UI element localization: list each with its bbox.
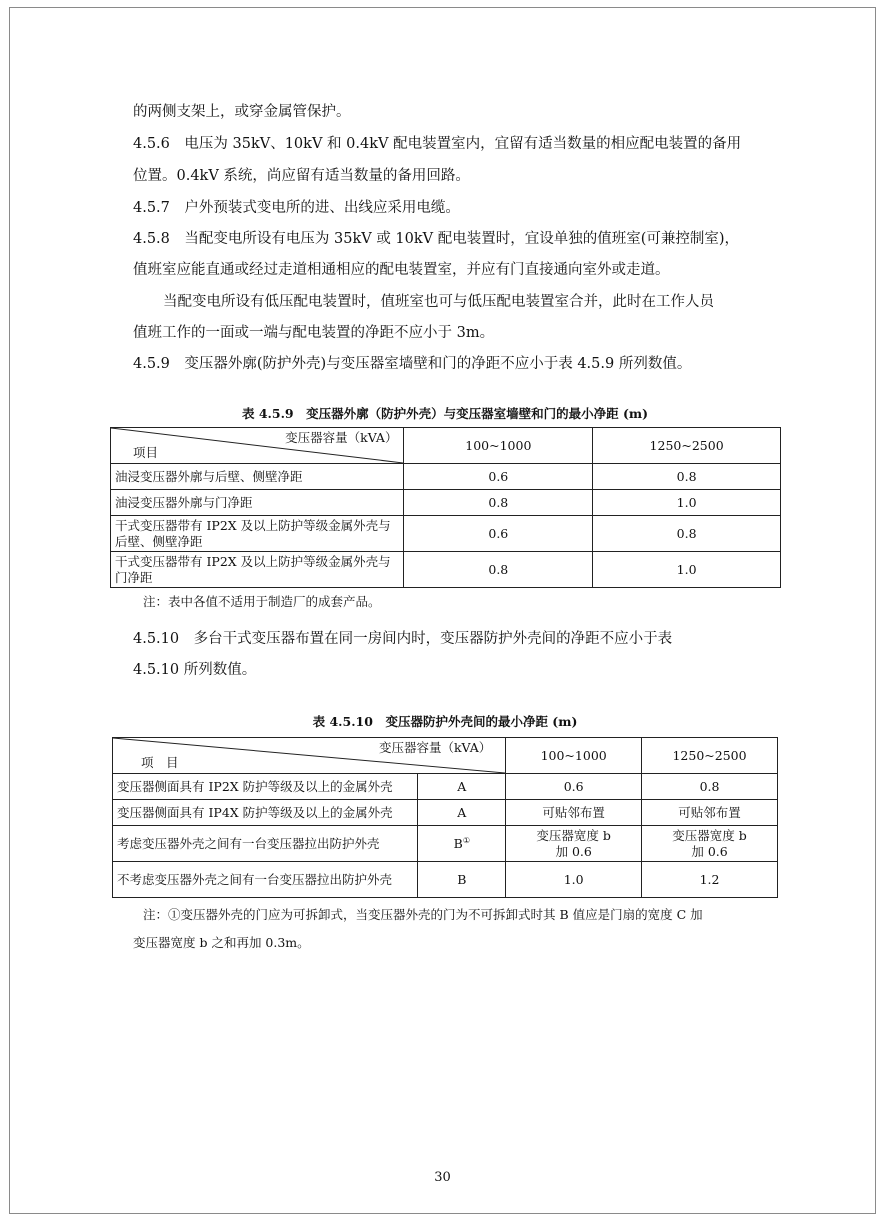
cell-value: 0.6 [404,464,593,490]
table-row [113,800,778,826]
table-row [111,552,781,588]
cell-value: 0.6 [506,774,642,800]
table-4-5-10-note: 注：①变压器外壳的门应为可拆卸式，当变压器外壳的门为不可拆卸式时其 B 值应是门扇的宽度 C 加 [143,907,703,922]
table-row [111,516,781,552]
footnote-marker: ① [462,835,470,845]
cell-value: 0.8 [404,490,593,516]
cell-value: 0.8 [593,464,781,490]
column-header: 1250~2500 [593,428,781,464]
row-code: B [418,862,506,898]
header-capacity-label: 变压器容量（kVA） [285,430,398,445]
row-code-letter: B [453,835,463,851]
cell-value: 可贴邻布置 [642,800,778,826]
cell-value: 1.0 [506,862,642,898]
row-item: 干式变压器带有 IP2X 及以上防护等级金属外壳与门净距 [111,552,404,588]
page-border [9,7,876,1214]
cell-value: 0.6 [404,516,593,552]
header-item-label: 项 目 [141,755,179,771]
table-row [111,490,781,516]
row-item: 变压器侧面具有 IP4X 防护等级及以上的金属外壳 [113,800,418,826]
cell-value: 可贴邻布置 [506,800,642,826]
clause-4-5-6: 4.5.6 电压为 35kV、10kV 和 0.4kV 配电装置室内，宜留有适当数量的相应配电装置的备用 [133,136,742,152]
cell-value: 1.0 [593,490,781,516]
column-header: 100~1000 [404,428,593,464]
table-4-5-10-caption: 表 4.5.10 变压器防护外壳间的最小净距 (m) [312,714,578,729]
clause-4-5-9: 4.5.9 变压器外廓(防护外壳)与变压器室墙壁和门的净距不应小于表 4.5.9 所列数值。 [133,356,692,372]
page-number: 30 [434,1170,451,1185]
clause-4-5-10: 4.5.10 多台干式变压器布置在同一房间内时，变压器防护外壳间的净距不应小于表 [133,631,673,647]
table-4-5-10-note-cont: 变压器宽度 b 之和再加 0.3m。 [133,935,310,950]
column-header: 100~1000 [506,738,642,774]
row-item: 干式变压器带有 IP2X 及以上防护等级金属外壳与后壁、侧壁净距 [111,516,404,552]
table-row [113,826,778,862]
paragraph-line: 的两侧支架上，或穿金属管保护。 [133,104,351,120]
cell-value: 变压器宽度 b 加 0.6 [642,826,778,862]
clause-4-5-8: 4.5.8 当配变电所设有电压为 35kV 或 10kV 配电装置时，宜设单独的值班室(可兼控制室)， [133,231,740,247]
diagonal-header-cell [113,738,506,774]
row-item: 油浸变压器外廓与后壁、侧壁净距 [111,464,404,490]
row-code [418,826,506,862]
paragraph-line: 当配变电所设有低压配电装置时，值班室也可与低压配电装置室合并，此时在工作人员 [163,294,714,310]
clause-4-5-7: 4.5.7 户外预装式变电所的进、出线应采用电缆。 [133,200,460,216]
row-item: 变压器侧面具有 IP2X 防护等级及以上的金属外壳 [113,774,418,800]
table-4-5-9-note: 注：表中各值不适用于制造厂的成套产品。 [143,594,381,609]
cell-value: 0.8 [642,774,778,800]
cell-value: 1.2 [642,862,778,898]
diagonal-header-cell [111,428,404,464]
row-item: 不考虑变压器外壳之间有一台变压器拉出防护外壳 [113,862,418,898]
cell-value: 变压器宽度 b 加 0.6 [506,826,642,862]
table-4-5-9 [110,427,781,588]
table-row [113,774,778,800]
row-code: A [418,774,506,800]
cell-value: 0.8 [404,552,593,588]
paragraph-line: 位置。0.4kV 系统，尚应留有适当数量的备用回路。 [133,168,470,184]
table-header-row [111,428,781,464]
table-4-5-10 [112,737,778,898]
header-capacity-label: 变压器容量（kVA） [378,740,492,755]
table-4-5-9-caption: 表 4.5.9 变压器外廓（防护外壳）与变压器室墙壁和门的最小净距 (m) [241,406,649,421]
table-row [111,464,781,490]
header-item-label: 项目 [133,445,159,461]
table-header-row [113,738,778,774]
row-item: 考虑变压器外壳之间有一台变压器拉出防护外壳 [113,826,418,862]
cell-value: 1.0 [593,552,781,588]
paragraph-line: 值班室应能直通或经过走道相通相应的配电装置室，并应有门直接通向室外或走道。 [133,262,670,278]
row-item: 油浸变压器外廓与门净距 [111,490,404,516]
paragraph-line: 值班工作的一面或一端与配电装置的净距不应小于 3m。 [133,325,495,341]
row-code: A [418,800,506,826]
column-header: 1250~2500 [642,738,778,774]
cell-value: 0.8 [593,516,781,552]
paragraph-line: 4.5.10 所列数值。 [133,662,257,678]
table-row [113,862,778,898]
